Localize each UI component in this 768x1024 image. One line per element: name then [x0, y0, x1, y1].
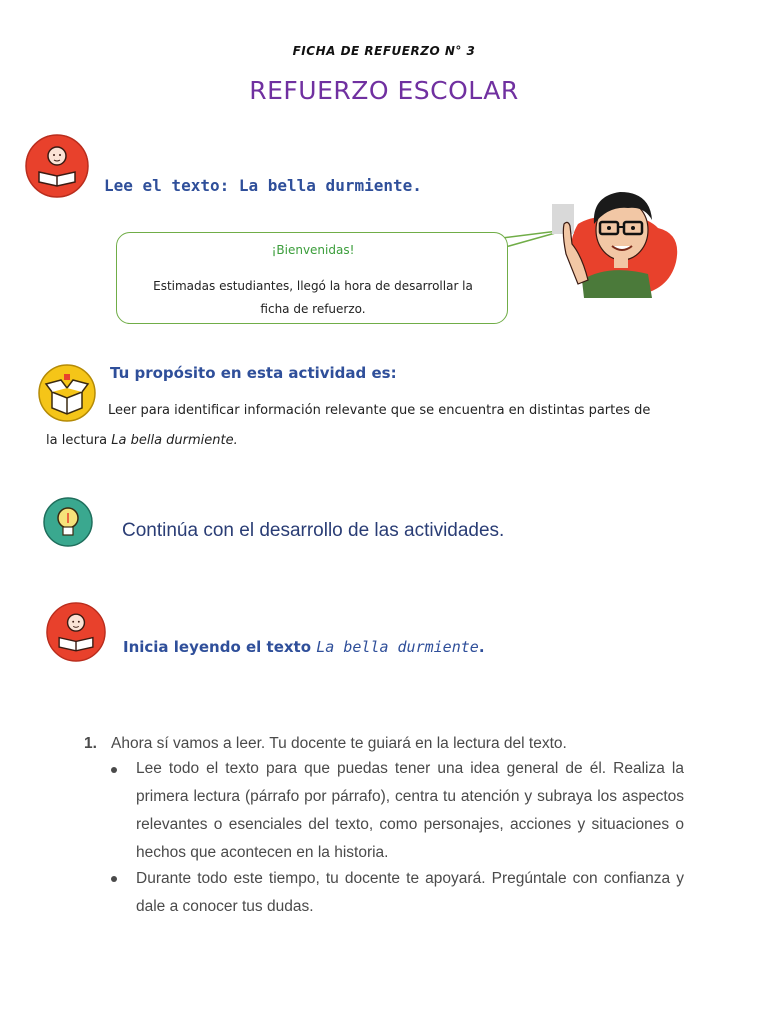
- bubble-greeting: ¡Bienvenidas!: [271, 243, 355, 257]
- section-heading-purpose: Tu propósito en esta actividad es:: [110, 364, 397, 382]
- bubble-message: [131, 275, 495, 321]
- purpose-line-2: [46, 426, 726, 456]
- purpose-line: Leer para identificar información relevante que se encuentra en distintas partes de: [108, 403, 651, 418]
- lightbulb-icon: [43, 497, 93, 547]
- reading-title: La bella durmiente: [316, 638, 479, 656]
- reader-icon: [46, 602, 106, 662]
- section-heading-continue: Continúa con el desarrollo de las actividades.: [122, 520, 505, 541]
- purpose-text: [46, 396, 726, 456]
- heading-suffix: .: [478, 638, 485, 656]
- section-heading-start-reading: [123, 638, 485, 656]
- reader-icon: [25, 134, 89, 198]
- list-item-text: Ahora sí vamos a leer. Tu docente te guiará en la lectura del texto.: [111, 735, 567, 752]
- purpose-line-prefix: la lectura: [46, 433, 112, 448]
- list-bullet: Durante todo este tiempo, tu docente te apoyará. Pregúntale con confianza y dale a conocer tus dudas.: [136, 870, 684, 915]
- worksheet-number: FICHA DE REFUERZO N° 3: [292, 44, 476, 58]
- section-heading-read: Lee el texto: La bella durmiente.: [104, 176, 422, 195]
- page-title: REFUERZO ESCOLAR: [249, 76, 519, 105]
- list-number: 1.: [84, 735, 97, 752]
- heading-prefix: Inicia leyendo el texto: [123, 638, 317, 656]
- boy-pointing-illustration: [548, 184, 684, 304]
- bullet-dot: [111, 876, 117, 882]
- bubble-line: ficha de refuerzo.: [260, 302, 366, 316]
- bubble-line: Estimadas estudiantes, llegó la hora de desarrollar la: [153, 279, 473, 293]
- reading-title: La bella durmiente.: [111, 433, 238, 448]
- speech-bubble: [116, 232, 508, 324]
- bullet-dot: [111, 767, 117, 773]
- list-bullet: Lee todo el texto para que puedas tener una idea general de él. Realiza la primera lectura (párrafo por párrafo), centra tu atención y subraya los aspectos relevantes o esenciales del texto, como personajes, acciones y situaciones o hechos que acontecen en la historia.: [136, 760, 684, 861]
